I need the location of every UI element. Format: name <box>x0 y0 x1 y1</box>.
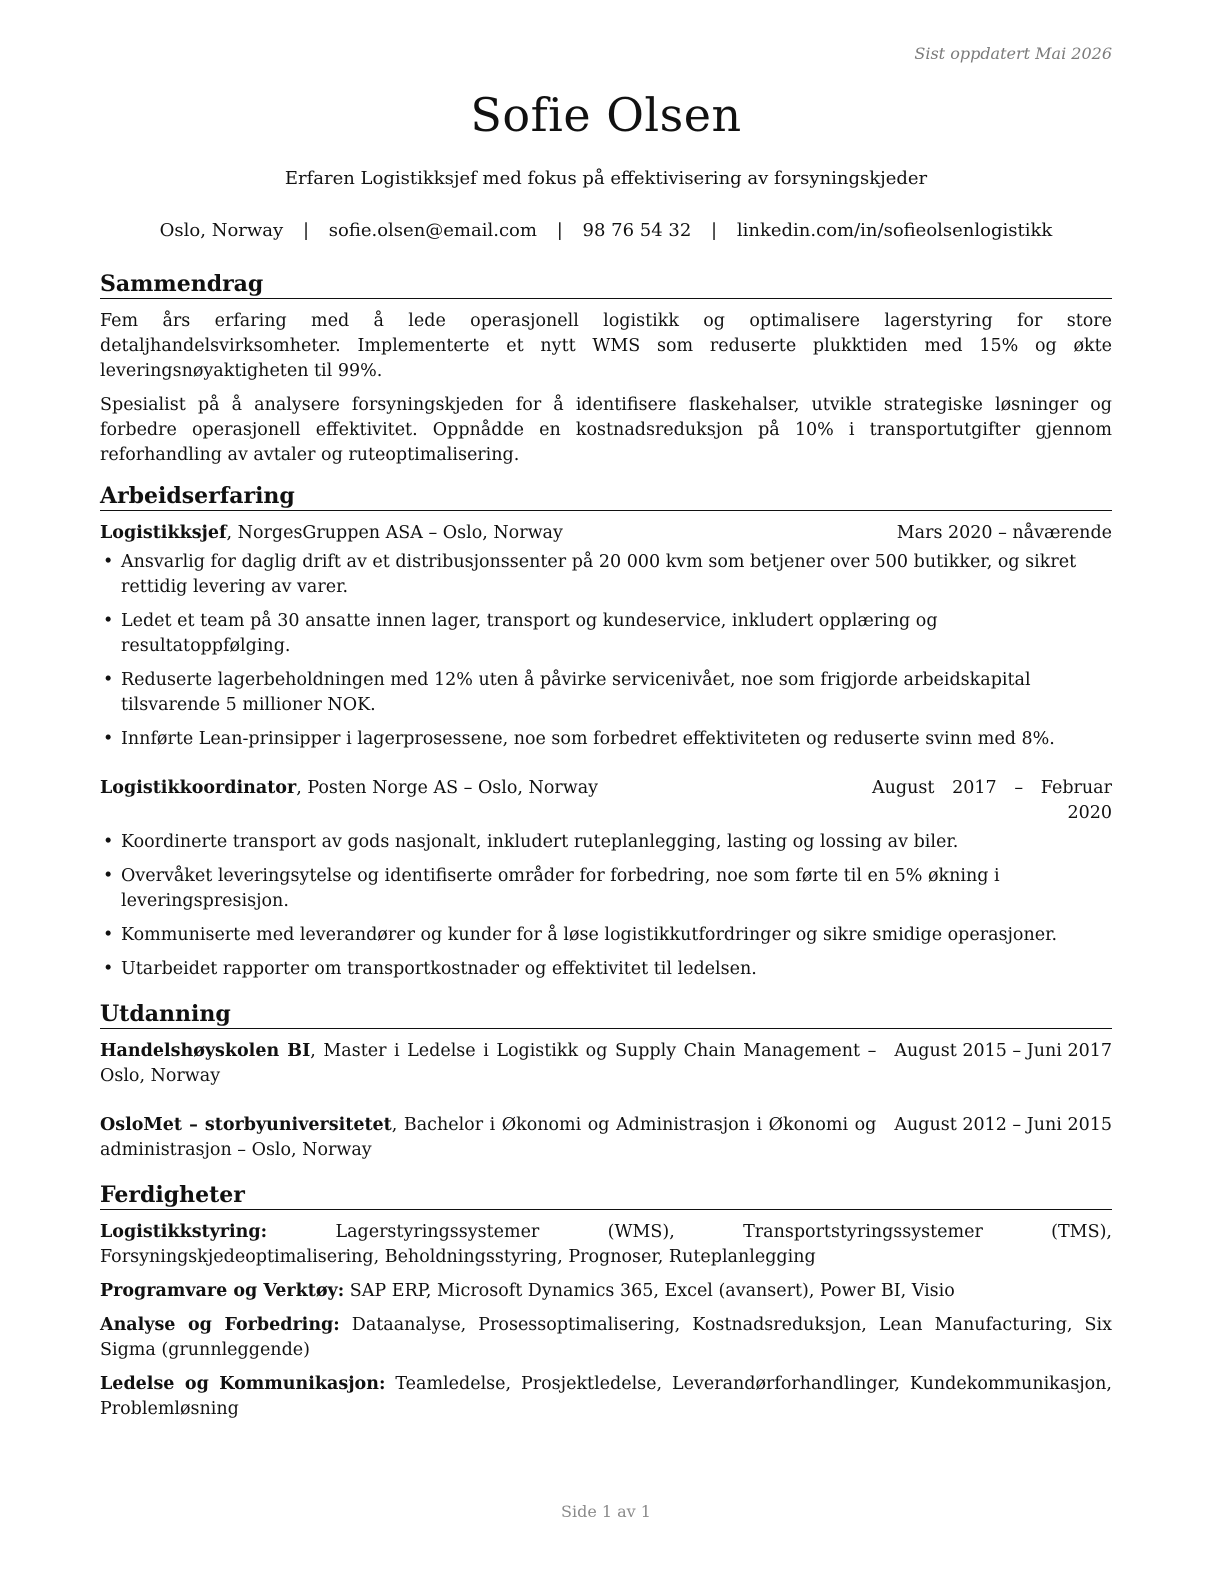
contact-separator: | <box>711 220 718 241</box>
page-number: Side 1 av 1 <box>561 1502 651 1521</box>
education-dates: August 2012 – Juni 2015 <box>894 1115 1112 1135</box>
resume-page <box>100 0 1112 1584</box>
skill-label: Analyse og Forbedring: <box>100 1315 340 1335</box>
summary-paragraph: Fem års erfaring med å lede operasjonell logistikk og optimalisere lagerstyring for store detaljhandelsvirksomheter. Implementerte et nytt WMS som reduserte plukktiden med 15% og økte leveringsnøyaktigheten til 99%. <box>100 311 1112 381</box>
job-header <box>100 776 1112 826</box>
section-title-summary: Sammendrag <box>100 270 1112 299</box>
contact-location: Oslo, Norway <box>159 220 284 241</box>
education-entry <box>100 1113 1112 1163</box>
contact-line <box>100 220 1112 241</box>
skill-items: Dataanalyse, Prosessoptimalisering, Kostnadsreduksjon, Lean Manufacturing, Six Sigma (grunnleggende) <box>100 1315 1112 1360</box>
education-school: OsloMet – storbyuniversitetet <box>100 1115 392 1135</box>
skill-items: Teamledelse, Prosjektledelse, Leverandørforhandlinger, Kundekommunikasjon, Problemløsning <box>100 1374 1112 1419</box>
summary-section <box>100 270 1112 468</box>
skill-label: Programvare og Verktøy: <box>100 1281 345 1301</box>
contact-separator: | <box>556 220 563 241</box>
resume-content <box>100 270 1112 1431</box>
education-title-line <box>100 1113 894 1163</box>
skill-group <box>100 1372 1112 1422</box>
job-bullets <box>100 550 1112 752</box>
education-title-line <box>100 1039 894 1089</box>
skill-label: Logistikkstyring: <box>100 1222 268 1242</box>
summary-paragraph: Spesialist på å analysere forsyningskjeden for å identifisere flaskehalser, utvikle strategiske løsninger og forbedre operasjonell effektivitet. Oppnådde en kostnadsreduksjon på 10% i transportutgifter gjennom reforhandling av avtaler og ruteoptimalisering. <box>100 395 1112 465</box>
job-entry <box>100 776 1112 982</box>
job-entry <box>100 521 1112 752</box>
contact-email[interactable]: sofie.olsen@email.com <box>328 220 537 241</box>
job-company: , NorgesGruppen ASA – Oslo, Norway <box>226 523 563 543</box>
skill-group <box>100 1220 1112 1270</box>
job-role: Logistikksjef <box>100 523 227 543</box>
list-item: • Koordinerte transport av gods nasjonalt, inkludert ruteplanlegging, lasting og lossing av biler. <box>121 830 1112 855</box>
contact-linkedin[interactable]: linkedin.com/in/sofieolsenlogistikk <box>736 220 1053 241</box>
section-title-education: Utdanning <box>100 1000 1112 1029</box>
skill-group <box>100 1279 1112 1304</box>
experience-section <box>100 482 1112 982</box>
list-item: • Kommuniserte med leverandører og kunder for å løse logistikkutfordringer og sikre smidige operasjoner. <box>121 923 1112 948</box>
section-title-skills: Ferdigheter <box>100 1181 1112 1210</box>
list-item: • Ansvarlig for daglig drift av et distribusjonssenter på 20 000 kvm som betjener over 500 butikker, og sikret rettidig levering av varer. <box>121 550 1112 600</box>
job-dates: August 2017 – Februar 2020 <box>872 778 1112 823</box>
list-item: • Ledet et team på 30 ansatte innen lager, transport og kundeservice, inkludert opplæring og resultatoppfølging. <box>121 609 1112 659</box>
job-title-line <box>100 521 897 546</box>
skill-items: Lagerstyringssystemer (WMS), Transportstyringssystemer (TMS), Forsyningskjedeoptimalisering, Beholdningsstyring, Prognoser, Ruteplanlegging <box>100 1222 1112 1267</box>
list-item: • Innførte Lean-prinsipper i lagerprosessene, noe som forbedret effektiviteten og reduserte svinn med 8%. <box>121 727 1112 752</box>
education-detail: , Bachelor i Økonomi og Administrasjon i Økonomi og administrasjon – Oslo, Norway <box>100 1115 877 1160</box>
tagline: Erfaren Logistikksjef med fokus på effektivisering av forsyningskjeder <box>284 168 928 189</box>
job-header <box>100 521 1112 546</box>
job-company: , Posten Norge AS – Oslo, Norway <box>296 778 599 798</box>
section-title-experience: Arbeidserfaring <box>100 482 1112 511</box>
list-item: • Reduserte lagerbeholdningen med 12% uten å påvirke servicenivået, noe som frigjorde arbeidskapital tilsvarende 5 millioner NOK. <box>121 668 1112 718</box>
candidate-name: Sofie Olsen <box>470 88 742 142</box>
skill-items: SAP ERP, Microsoft Dynamics 365, Excel (avansert), Power BI, Visio <box>349 1281 955 1301</box>
job-role: Logistikkoordinator <box>100 778 297 798</box>
skill-label: Ledelse og Kommunikasjon: <box>100 1374 386 1394</box>
skill-group <box>100 1313 1112 1363</box>
education-section <box>100 1000 1112 1163</box>
education-school: Handelshøyskolen BI <box>100 1041 311 1061</box>
education-entry <box>100 1039 1112 1089</box>
education-dates: August 2015 – Juni 2017 <box>894 1041 1112 1061</box>
contact-phone: 98 76 54 32 <box>582 220 692 241</box>
skills-section <box>100 1181 1112 1422</box>
last-updated: Sist oppdatert Mai 2026 <box>914 44 1112 63</box>
job-dates: Mars 2020 – nåværende <box>896 523 1112 543</box>
contact-separator: | <box>302 220 310 241</box>
education-detail: , Master i Ledelse i Logistikk og Supply Chain Management – Oslo, Norway <box>100 1041 877 1086</box>
list-item: • Overvåket leveringsytelse og identifiserte områder for forbedring, noe som førte til en 5% økning i leveringspresisjon. <box>121 864 1112 914</box>
list-item: • Utarbeidet rapporter om transportkostnader og effektivitet til ledelsen. <box>121 957 1112 982</box>
job-title-line <box>100 776 872 801</box>
job-bullets <box>100 830 1112 982</box>
